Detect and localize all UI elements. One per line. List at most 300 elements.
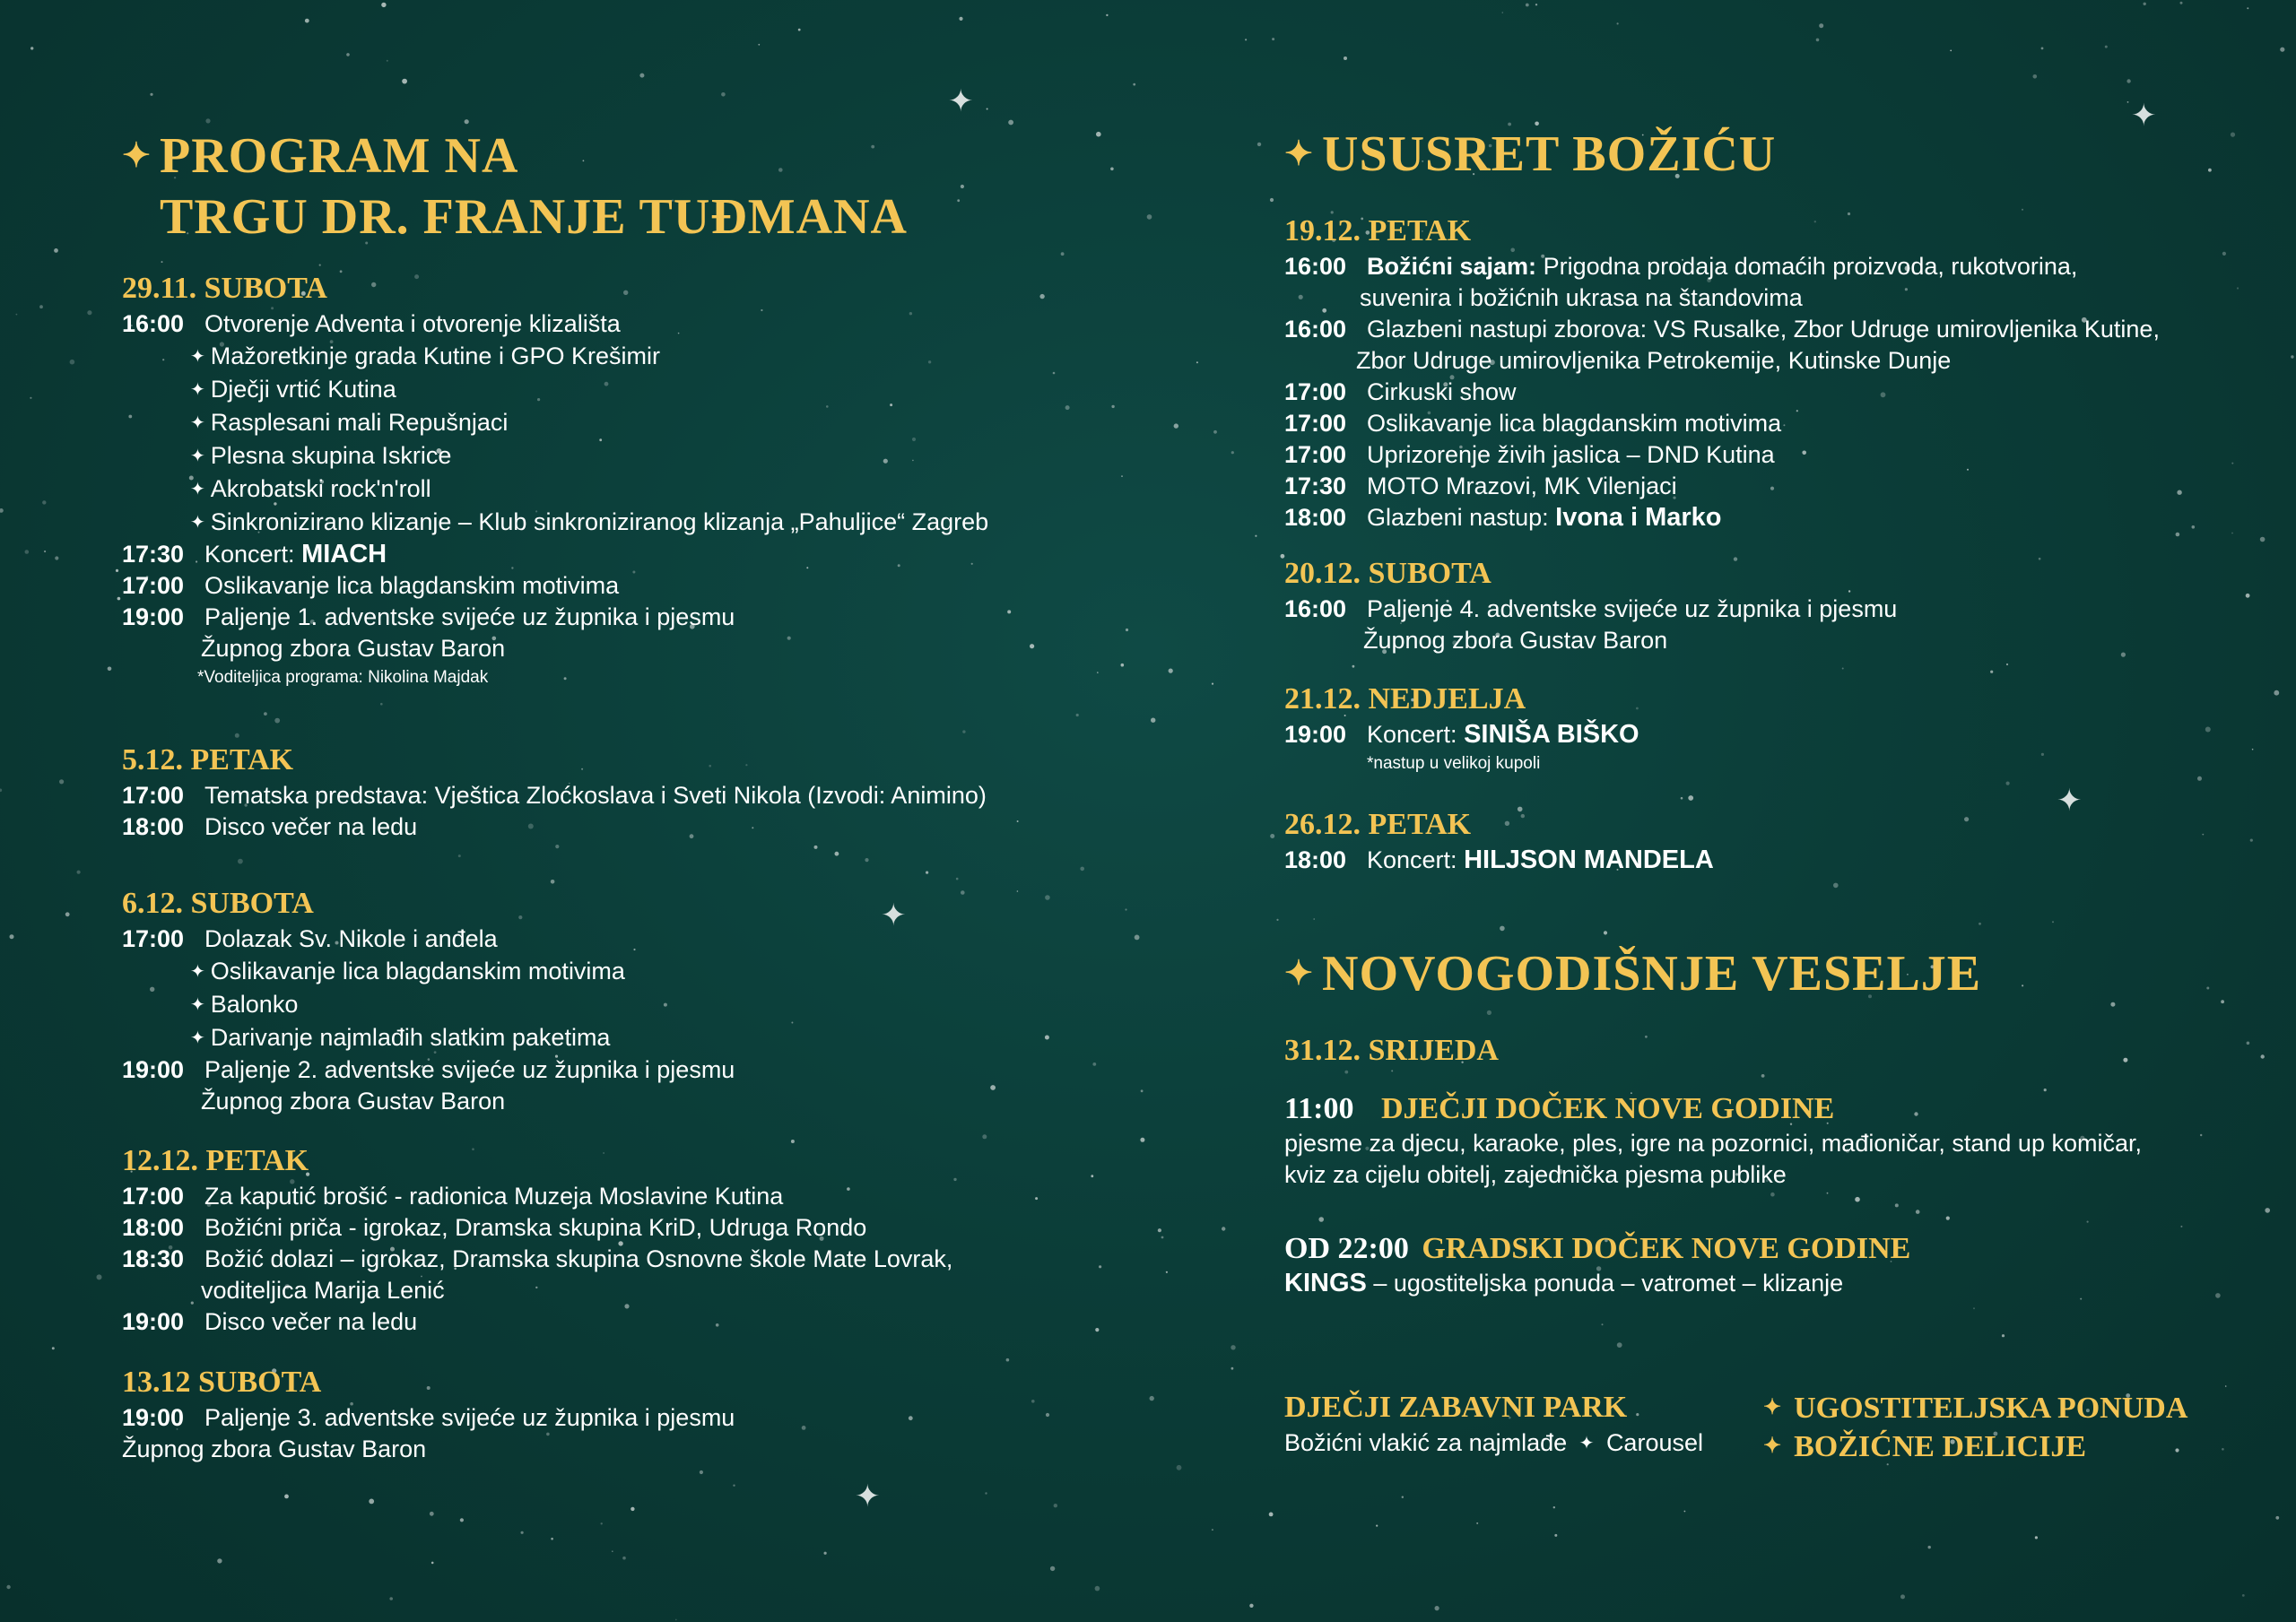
star-dot [1990, 671, 1993, 673]
performer-name: Ivona i Marko [1555, 503, 1722, 532]
star-dot [1212, 1529, 1213, 1531]
new-year-block [1284, 1033, 1499, 1071]
event-row [122, 539, 988, 570]
star-dot [1161, 1236, 1164, 1239]
star-dot [1231, 451, 1234, 454]
event-row [122, 602, 988, 633]
star-dot [675, 1619, 677, 1621]
event-text: Dolazak Sv. Nikole i anđela [204, 925, 498, 952]
star-dot [235, 733, 239, 738]
event-time: 17:00 [122, 782, 185, 809]
event-note: *nastup u velikoj kupoli [1367, 754, 1541, 773]
event-time: 17:00 [1284, 378, 1347, 405]
star-dot [1402, 1496, 1404, 1498]
event-row [1284, 502, 2160, 533]
four-point-star-icon: ✦ [1578, 1434, 1595, 1453]
event-text: Oslikavanje lica blagdanskim motivima [204, 572, 620, 599]
star-dot [2261, 1054, 2265, 1058]
sub-item: ✦ Mažoretkinje grada Kutine i GPO Krešimir [190, 343, 660, 369]
star-dot [2265, 1208, 2270, 1213]
star-dot [926, 872, 928, 874]
star-dot [1270, 198, 1274, 202]
star-dot [1950, 50, 1952, 52]
star-dot [1554, 1534, 1557, 1537]
star-dot [2205, 727, 2211, 733]
star-dot [2252, 749, 2254, 750]
star-dot [824, 1552, 827, 1555]
star-dot [1133, 83, 1135, 86]
sparkle-icon: ✦ [881, 898, 907, 932]
star-dot [0, 508, 4, 513]
star-dot [2039, 558, 2041, 560]
star-dot [700, 1470, 703, 1474]
star-dot [1973, 1307, 1975, 1309]
star-dot [2200, 1134, 2202, 1136]
star-dot [1091, 1175, 1093, 1177]
event-row [1284, 719, 1639, 750]
star-dot [612, 1550, 613, 1552]
day-block [122, 1143, 952, 1338]
star-dot [2022, 984, 2023, 986]
event-text: Oslikavanje lica blagdanskim motivima [1367, 410, 1782, 437]
event-row [122, 811, 987, 843]
star-dot [1177, 1465, 1182, 1470]
four-point-star-icon: ✦ [190, 447, 205, 466]
event-row [122, 1212, 952, 1244]
event-row [122, 308, 988, 340]
day-block [122, 742, 987, 843]
performer-name: MIACH [301, 540, 387, 568]
star-dot [238, 859, 243, 864]
star-dot [1476, 1522, 1478, 1524]
star-dot [721, 92, 726, 97]
star-dot [1602, 1323, 1604, 1325]
star-dot [1770, 1193, 1775, 1197]
star-dot [1065, 405, 1070, 410]
four-point-star-icon: ✦ [1284, 955, 1314, 993]
event-text: MOTO Mrazovi, MK Vilenjaci [1367, 473, 1677, 499]
star-dot [802, 1426, 806, 1430]
event-row [1284, 377, 2160, 408]
star-dot [1017, 890, 1019, 892]
star-dot [1125, 908, 1126, 910]
star-dot [2022, 209, 2023, 211]
day-block [1284, 807, 1714, 876]
left-title-line2: TRGU DR. FRANJE TUĐMANA [160, 189, 908, 245]
star-dot [465, 119, 469, 124]
star-dot [957, 199, 960, 202]
star-dot [1318, 1217, 1324, 1222]
event-time: 16:00 [1284, 316, 1347, 343]
star-dot [2121, 653, 2126, 657]
day-heading: 21.12. NEDJELJA [1284, 682, 1526, 716]
star-dot [1816, 39, 1820, 42]
star-dot [835, 852, 839, 856]
star-dot [1121, 475, 1123, 477]
sub-item: ✦ Plesna skupina Iskrice [190, 442, 452, 469]
star-dot [1916, 1210, 1920, 1214]
event-text: Paljenje 2. adventske svijeće uz župnika i pjesmu [204, 1056, 735, 1083]
event-text: Tematska predstava: Vještica Zloćkoslava i Sveti Nikola (Izvodi: Animino) [204, 782, 987, 809]
star-dot [430, 1512, 434, 1516]
performer-name: SINIŠA BIŠKO [1464, 720, 1639, 749]
star-dot [1928, 1546, 1931, 1548]
star-dot [274, 718, 280, 724]
star-dot [601, 1522, 603, 1524]
performer-name: HILJSON MANDELA [1464, 846, 1714, 874]
event-row [122, 780, 987, 811]
star-dot [865, 858, 868, 862]
star-dot [1376, 1525, 1378, 1527]
event-highlight: Božićni sajam: [1367, 253, 1537, 280]
star-dot [2202, 834, 2204, 836]
sub-item: ✦ Dječji vrtić Kutina [190, 376, 396, 403]
star-dot [1166, 1271, 1168, 1273]
star-dot [1681, 797, 1683, 800]
star-dot [2242, 1594, 2245, 1597]
star-dot [2206, 987, 2209, 990]
star-dot [987, 108, 988, 110]
star-dot [1196, 361, 1198, 363]
event-time: 18:00 [1284, 504, 1347, 531]
star-dot [97, 1274, 102, 1279]
day-block [1284, 213, 2160, 533]
event-text: Uprizorenje živih jaslica – DND Kutina [1367, 441, 1775, 468]
star-dot [52, 1347, 55, 1349]
four-point-star-icon: ✦ [122, 137, 152, 175]
kids-park [1284, 1390, 1703, 1460]
star-dot [733, 1485, 735, 1487]
star-dot [387, 60, 388, 62]
day-block [122, 271, 988, 691]
star-dot [1008, 120, 1013, 126]
star-dot [30, 47, 33, 49]
star-dot [956, 878, 959, 880]
four-point-star-icon: ✦ [190, 995, 205, 1015]
star-dot [982, 1134, 987, 1139]
star-dot [1269, 1513, 1274, 1517]
event-time: 17:00 [1284, 410, 1347, 437]
event-text: Paljenje 3. adventske svijeće uz župnika i pjesmu [204, 1404, 735, 1431]
event-row [1284, 845, 1714, 876]
star-dot [2231, 463, 2233, 464]
event-row [122, 570, 988, 602]
star-dot [1688, 795, 1693, 801]
sub-item: ✦ Rasplesani mali Repušnjaci [190, 409, 509, 436]
event-text-continued: Župnog zbora Gustav Baron [1363, 627, 1668, 654]
event-time: 17:00 [1284, 441, 1347, 468]
star-dot [116, 569, 118, 572]
star-dot [2052, 921, 2054, 923]
park-title: DJEČJI ZABAVNI PARK [1284, 1391, 1628, 1424]
star-dot [909, 1416, 913, 1420]
event-time: 18:00 [1284, 846, 1347, 873]
event-time: 17:00 [122, 572, 185, 599]
star-dot [1106, 14, 1108, 16]
star-dot [1272, 38, 1274, 40]
star-dot [1526, 4, 1529, 7]
star-dot [1895, 1203, 1899, 1207]
sparkle-icon: ✦ [2057, 784, 2083, 818]
event-time: 19:00 [1284, 721, 1347, 748]
star-dot [1141, 1089, 1144, 1092]
star-dot [1645, 1036, 1648, 1038]
star-dot [2123, 1058, 2127, 1063]
star-dot [1151, 718, 1155, 723]
event-time: 17:30 [1284, 473, 1347, 499]
star-dot [1270, 834, 1274, 838]
star-dot [16, 314, 18, 316]
star-dot [1111, 405, 1114, 408]
star-dot [2041, 48, 2044, 50]
star-dot [431, 1562, 434, 1565]
star-dot [1553, 1506, 1555, 1508]
event-time: 17:00 [122, 925, 185, 952]
star-dot [1095, 1586, 1100, 1592]
day-heading: 20.12. SUBOTA [1284, 557, 1492, 590]
star-dot [1126, 629, 1128, 631]
star-dot [2033, 74, 2038, 79]
star-dot [985, 1492, 987, 1494]
day-heading: 29.11. SUBOTA [122, 272, 327, 305]
four-point-star-icon: ✦ [1763, 1435, 1782, 1458]
event-row [122, 1402, 735, 1434]
event-text: pjesme za djecu, karaoke, ples, igre na pozornici, mađioničar, stand up komičar, [1284, 1130, 2142, 1157]
sub-item: ✦ Sinkronizirano klizanje – Klub sinkroniziranog klizanja „Pahuljice“ Zagreb [190, 508, 989, 535]
event-row [1284, 439, 2160, 471]
event-text: Paljenje 1. adventske svijeće uz župnika i pjesmu [204, 603, 735, 630]
event-text: Otvorenje Adventa i otvorenje klizališta [204, 310, 621, 337]
star-dot [2280, 48, 2284, 52]
performer-name: KINGS [1284, 1269, 1367, 1297]
day-heading: 13.12 SUBOTA [122, 1366, 322, 1399]
star-dot [2250, 839, 2253, 842]
four-point-star-icon: ✦ [190, 380, 205, 400]
sub-item: ✦ Darivanje najmlađih slatkim paketima [190, 1024, 611, 1051]
star-dot [2192, 525, 2196, 529]
star-dot [1031, 1400, 1035, 1403]
star-dot [0, 789, 2, 793]
event-time: OD 22:00 [1284, 1232, 1409, 1265]
star-dot [161, 261, 163, 263]
sparkle-icon: ✦ [2131, 99, 2157, 133]
star-dot [55, 556, 58, 559]
star-dot [1080, 867, 1084, 872]
four-point-star-icon: ✦ [190, 347, 205, 367]
star-dot [54, 248, 58, 253]
event-row [122, 1181, 952, 1212]
event-text: Božićni priča - igrokaz, Dramska skupina KriD, Udruga Rondo [204, 1214, 867, 1241]
star-dot [1842, 668, 1844, 670]
star-dot [284, 1495, 289, 1499]
day-block [122, 886, 735, 1117]
star-dot [380, 703, 383, 706]
event-text: Cirkuski show [1367, 378, 1517, 405]
star-dot [1352, 665, 1355, 668]
star-dot [1213, 430, 1217, 434]
star-dot [1833, 883, 1839, 889]
star-dot [551, 1538, 553, 1540]
event-text: Glazbeni nastup: [1367, 504, 1549, 531]
star-dot [961, 185, 964, 188]
star-dot [1096, 132, 1101, 137]
star-dot [2041, 753, 2044, 756]
star-dot [1035, 1197, 1038, 1200]
event-time: 16:00 [1284, 253, 1347, 280]
star-dot [1964, 817, 1969, 821]
star-dot [2126, 79, 2130, 82]
star-dot [2110, 1002, 2115, 1007]
event-time: 18:00 [122, 813, 185, 840]
event-text: Koncert: [1367, 721, 1457, 748]
star-dot [2274, 690, 2279, 696]
event-row [122, 1054, 735, 1086]
star-dot [2105, 46, 2108, 48]
event-time: 11:00 [1284, 1092, 1354, 1125]
sub-item: ✦ Balonko [190, 991, 299, 1018]
new-year-title: ✦ NOVOGODIŠNJE VESELJE [1284, 943, 1981, 1004]
star-dot [10, 934, 14, 939]
star-dot [1222, 1227, 1225, 1230]
star-dot [2221, 1000, 2224, 1003]
four-point-star-icon: ✦ [190, 513, 205, 533]
star-dot [1099, 1265, 1101, 1268]
star-dot [6, 1585, 10, 1589]
star-dot [117, 597, 121, 601]
star-dot [1487, 1010, 1492, 1015]
star-dot [305, 19, 309, 23]
star-dot [2237, 287, 2239, 289]
star-dot [2180, 1226, 2182, 1227]
star-dot [2247, 1042, 2250, 1045]
four-point-star-icon: ✦ [190, 413, 205, 433]
star-dot [2215, 1293, 2221, 1298]
star-dot [42, 500, 46, 504]
event-row [1284, 314, 2160, 345]
star-dot [1344, 56, 1347, 60]
star-dot [639, 74, 644, 78]
star-dot [961, 890, 965, 895]
offer-item: ✦ BOŽIĆNE DELICIJE [1763, 1430, 2087, 1463]
star-dot [1855, 1197, 1860, 1202]
star-dot [521, 1531, 524, 1534]
offers [1763, 1390, 2187, 1467]
star-dot [2006, 782, 2010, 785]
star-dot [1030, 644, 1034, 648]
event-text: KINGS – ugostiteljska ponuda – vatromet – klizanje [1284, 1269, 1844, 1297]
star-dot [346, 53, 350, 56]
star-dot [1092, 1063, 1096, 1066]
star-dot [962, 730, 965, 733]
star-dot [2231, 533, 2233, 534]
star-dot [2247, 7, 2248, 9]
star-dot [1255, 535, 1257, 537]
star-dot [1050, 1566, 1055, 1571]
star-dot [1095, 1328, 1099, 1331]
sub-item: ✦ Oslikavanje lica blagdanskim motivima [190, 958, 625, 984]
star-dot [150, 93, 152, 96]
event-text-continued: Zbor Udruge umirovljenika Petrokemije, Kutinske Dunje [1356, 347, 1952, 374]
event-row [1284, 594, 1897, 625]
star-dot [205, 118, 210, 123]
event-row [122, 1306, 952, 1338]
star-dot [1979, 923, 1981, 925]
day-block [1284, 681, 1639, 777]
four-point-star-icon: ✦ [1284, 135, 1314, 173]
event-text-continued: Župnog zbora Gustav Baron [201, 1088, 506, 1115]
star-dot [1006, 1358, 1010, 1362]
day-heading: 5.12. PETAK [122, 743, 294, 776]
event-time: 19:00 [122, 603, 185, 630]
star-dot [1276, 919, 1278, 921]
star-dot [1313, 918, 1315, 920]
event-title: GRADSKI DOČEK NOVE GODINE [1422, 1232, 1911, 1265]
event-text-continued: Župnog zbora Gustav Baron [122, 1436, 427, 1462]
kids-new-year-heading [1284, 1090, 2142, 1128]
event-text: Koncert: [1367, 846, 1457, 873]
star-dot [39, 305, 43, 308]
star-dot [1135, 935, 1140, 941]
star-dot [2035, 1536, 2038, 1539]
star-dot [631, 1507, 634, 1511]
event-row [122, 1244, 952, 1275]
star-dot [2144, 3, 2146, 5]
day-heading: 26.12. PETAK [1284, 808, 1472, 841]
star-dot [2225, 1385, 2227, 1387]
park-items: Božićni vlakić za najmlađe ✦ Carousel [1284, 1429, 1703, 1456]
four-point-star-icon: ✦ [1763, 1396, 1782, 1419]
star-dot [2177, 490, 2181, 495]
star-dot [77, 871, 81, 874]
star-dot [1046, 1413, 1049, 1417]
star-dot [1097, 672, 1099, 673]
event-row [1284, 251, 2160, 282]
sparkle-icon: ✦ [948, 84, 974, 118]
star-dot [1121, 664, 1125, 667]
star-dot [1158, 1228, 1161, 1232]
star-dot [1054, 1504, 1057, 1507]
star-dot [369, 1499, 374, 1505]
day-heading: 19.12. PETAK [1284, 214, 1472, 247]
event-title: DJEČJI DOČEK NOVE GODINE [1380, 1092, 1835, 1125]
star-dot [1007, 610, 1011, 613]
event-time: 17:00 [122, 1183, 185, 1210]
star-dot [1617, 1342, 1622, 1348]
day-heading: 6.12. SUBOTA [122, 887, 314, 920]
event-text: Božić dolazi – igrokaz, Dramska skupina Osnovne škole Mate Lovrak, [204, 1245, 953, 1272]
event-text-continued: Župnog zbora Gustav Baron [201, 635, 506, 662]
kids-new-year [1284, 1090, 2142, 1191]
star-dot [1900, 1594, 1905, 1599]
day-block [122, 1365, 735, 1465]
star-dot [555, 845, 559, 848]
star-dot [1150, 1396, 1154, 1401]
event-text-continued: kviz za cijelu obitelj, zajednička pjesma publike [1284, 1161, 1787, 1188]
event-text: Disco večer na ledu [204, 1308, 418, 1335]
star-dot [2208, 169, 2212, 172]
star-dot [1110, 168, 1114, 171]
star-dot [460, 1518, 464, 1522]
event-time: 18:00 [122, 1214, 185, 1241]
four-point-star-icon: ✦ [190, 480, 205, 499]
star-dot [1245, 39, 1247, 40]
event-time: 19:00 [122, 1308, 185, 1335]
day-heading: 12.12. PETAK [122, 1144, 309, 1177]
star-dot [1249, 1604, 1253, 1608]
star-dot [1212, 683, 1213, 685]
star-dot [1502, 12, 1504, 13]
star-dot [1169, 669, 1173, 673]
